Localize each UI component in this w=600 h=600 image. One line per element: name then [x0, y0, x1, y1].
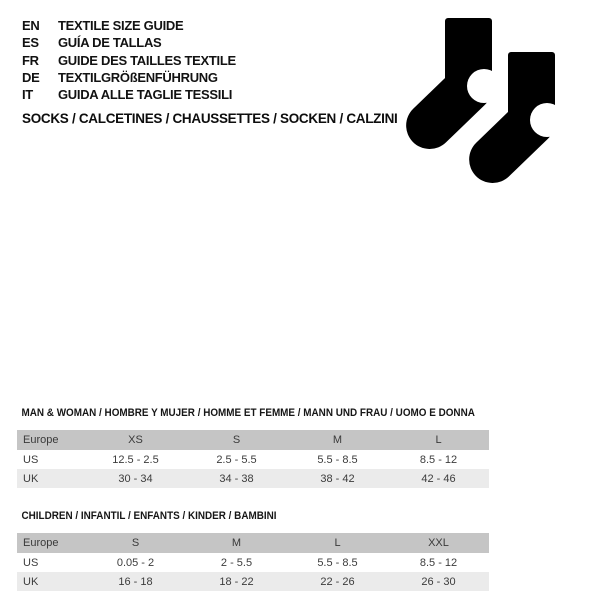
- language-row-it: [22, 86, 236, 103]
- column-header-size: XXL: [428, 537, 449, 549]
- language-code: ES: [22, 35, 39, 51]
- size-value: 22 - 26: [320, 575, 355, 588]
- column-header-size: XS: [128, 434, 143, 446]
- language-code: EN: [22, 18, 40, 34]
- language-title: GUIDE DES TAILLES TEXTILE: [58, 52, 236, 68]
- table-title: CHILDREN / INFANTIL / ENFANTS / KINDER / BAMBINI: [21, 510, 277, 522]
- language-row-fr: [22, 52, 236, 69]
- column-header-size: M: [332, 434, 343, 446]
- size-value: 38 - 42: [320, 472, 355, 485]
- table-man-woman: [17, 407, 489, 488]
- column-header-size: L: [334, 537, 341, 549]
- language-code: DE: [22, 70, 40, 86]
- size-value: 42 - 46: [421, 472, 456, 485]
- table-row-us: [17, 450, 489, 469]
- language-title: GUIDA ALLE TAGLIE TESSILI: [58, 87, 233, 103]
- socks-icon: [400, 0, 600, 200]
- size-value: 16 - 18: [118, 575, 153, 588]
- table-grid: [17, 430, 489, 488]
- column-header-region: Europe: [23, 434, 59, 446]
- size-value: 8.5 - 12: [419, 453, 458, 466]
- language-row-de: [22, 69, 236, 86]
- language-row-es: [22, 34, 236, 51]
- size-value: 5.5 - 8.5: [317, 556, 358, 569]
- table-grid: [17, 533, 489, 591]
- table-header-row: [17, 430, 489, 450]
- table-row-uk: [17, 469, 489, 488]
- row-label: UK: [23, 575, 39, 588]
- column-header-size: S: [232, 434, 241, 446]
- language-title: TEXTILGRÖßENFÜHRUNG: [58, 70, 218, 86]
- language-code: IT: [22, 87, 33, 103]
- size-value: 12.5 - 2.5: [112, 453, 159, 466]
- table-row-us: [17, 553, 489, 572]
- size-value: 26 - 30: [421, 575, 456, 588]
- column-header-size: M: [231, 537, 242, 549]
- language-row-en: [22, 17, 236, 34]
- column-header-size: S: [131, 537, 140, 549]
- size-value: 30 - 34: [118, 472, 153, 485]
- table-header-row: [17, 533, 489, 553]
- size-value: 8.5 - 12: [419, 556, 458, 569]
- category-header: SOCKS / CALCETINES / CHAUSSETTES / SOCKEN / CALZINI: [22, 111, 398, 126]
- language-list: [22, 17, 236, 103]
- column-header-region: Europe: [23, 537, 59, 549]
- size-value: 2 - 5.5: [220, 556, 253, 569]
- row-label: UK: [23, 472, 39, 485]
- language-title: GUÍA DE TALLAS: [58, 35, 162, 51]
- table-title: MAN & WOMAN / HOMBRE Y MUJER / HOMME ET FEMME / MANN UND FRAU / UOMO E DONNA: [21, 407, 475, 419]
- size-value: 0.05 - 2: [116, 556, 155, 569]
- size-value: 34 - 38: [219, 472, 254, 485]
- row-label: US: [23, 556, 39, 569]
- size-value: 2.5 - 5.5: [216, 453, 257, 466]
- language-code: FR: [22, 52, 39, 68]
- column-header-size: L: [435, 434, 442, 446]
- size-value: 18 - 22: [219, 575, 254, 588]
- language-title: TEXTILE SIZE GUIDE: [58, 18, 184, 34]
- size-value: 5.5 - 8.5: [317, 453, 358, 466]
- table-row-uk: [17, 572, 489, 591]
- table-children: [17, 510, 489, 591]
- row-label: US: [23, 453, 39, 466]
